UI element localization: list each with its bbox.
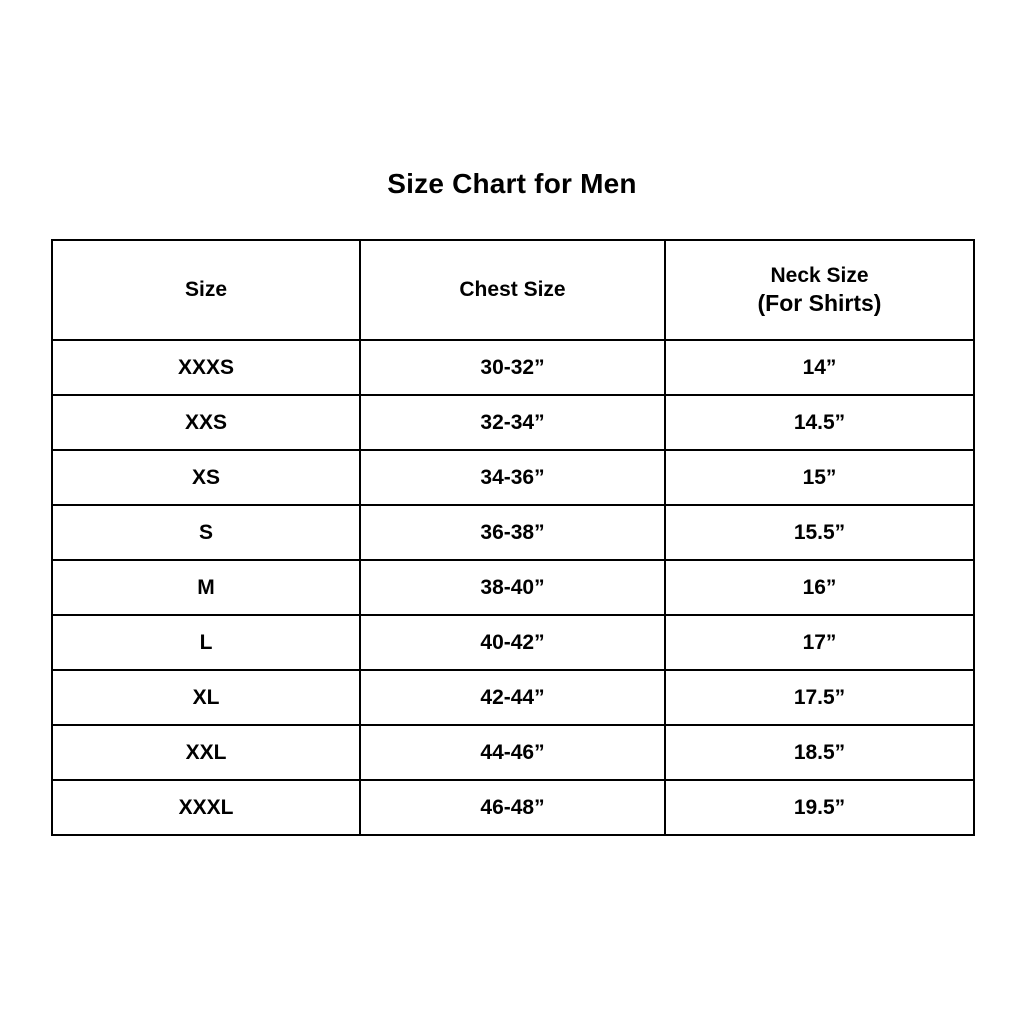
cell-size: XL — [52, 670, 360, 725]
column-header-neck-size-label: Neck Size — [770, 263, 869, 287]
cell-chest: 34-36” — [360, 450, 665, 505]
cell-chest: 46-48” — [360, 780, 665, 835]
cell-neck: 17.5” — [665, 670, 974, 725]
table-row — [52, 340, 974, 395]
table-row — [52, 395, 974, 450]
size-chart-table — [51, 239, 975, 836]
column-header-size-label: Size — [184, 277, 228, 301]
cell-size: M — [52, 560, 360, 615]
table-row — [52, 450, 974, 505]
cell-chest: 44-46” — [360, 725, 665, 780]
cell-neck: 14.5” — [665, 395, 974, 450]
column-header-neck-size — [665, 240, 974, 340]
table-header-row — [52, 240, 974, 340]
table-row — [52, 780, 974, 835]
table-row — [52, 725, 974, 780]
cell-size: XXL — [52, 725, 360, 780]
table-row — [52, 505, 974, 560]
cell-neck: 17” — [665, 615, 974, 670]
cell-chest: 38-40” — [360, 560, 665, 615]
cell-chest: 32-34” — [360, 395, 665, 450]
column-header-neck-size-sublabel: (For Shirts) — [757, 289, 882, 316]
cell-neck: 18.5” — [665, 725, 974, 780]
cell-chest: 40-42” — [360, 615, 665, 670]
cell-size: S — [52, 505, 360, 560]
cell-chest: 36-38” — [360, 505, 665, 560]
column-header-size — [52, 240, 360, 340]
table-row — [52, 615, 974, 670]
cell-neck: 15.5” — [665, 505, 974, 560]
cell-size: XS — [52, 450, 360, 505]
cell-chest: 42-44” — [360, 670, 665, 725]
table-header — [52, 240, 974, 340]
page-title: Size Chart for Men — [387, 168, 637, 199]
table-row — [52, 670, 974, 725]
table-body — [52, 340, 974, 835]
column-header-chest-size-label: Chest Size — [459, 277, 566, 301]
cell-neck: 15” — [665, 450, 974, 505]
cell-size: XXXL — [52, 780, 360, 835]
cell-neck: 16” — [665, 560, 974, 615]
size-chart-table-wrapper — [51, 239, 973, 836]
column-header-chest-size — [360, 240, 665, 340]
cell-neck: 14” — [665, 340, 974, 395]
cell-size: XXS — [52, 395, 360, 450]
cell-size: XXXS — [52, 340, 360, 395]
cell-chest: 30-32” — [360, 340, 665, 395]
cell-neck: 19.5” — [665, 780, 974, 835]
table-row — [52, 560, 974, 615]
cell-size: L — [52, 615, 360, 670]
